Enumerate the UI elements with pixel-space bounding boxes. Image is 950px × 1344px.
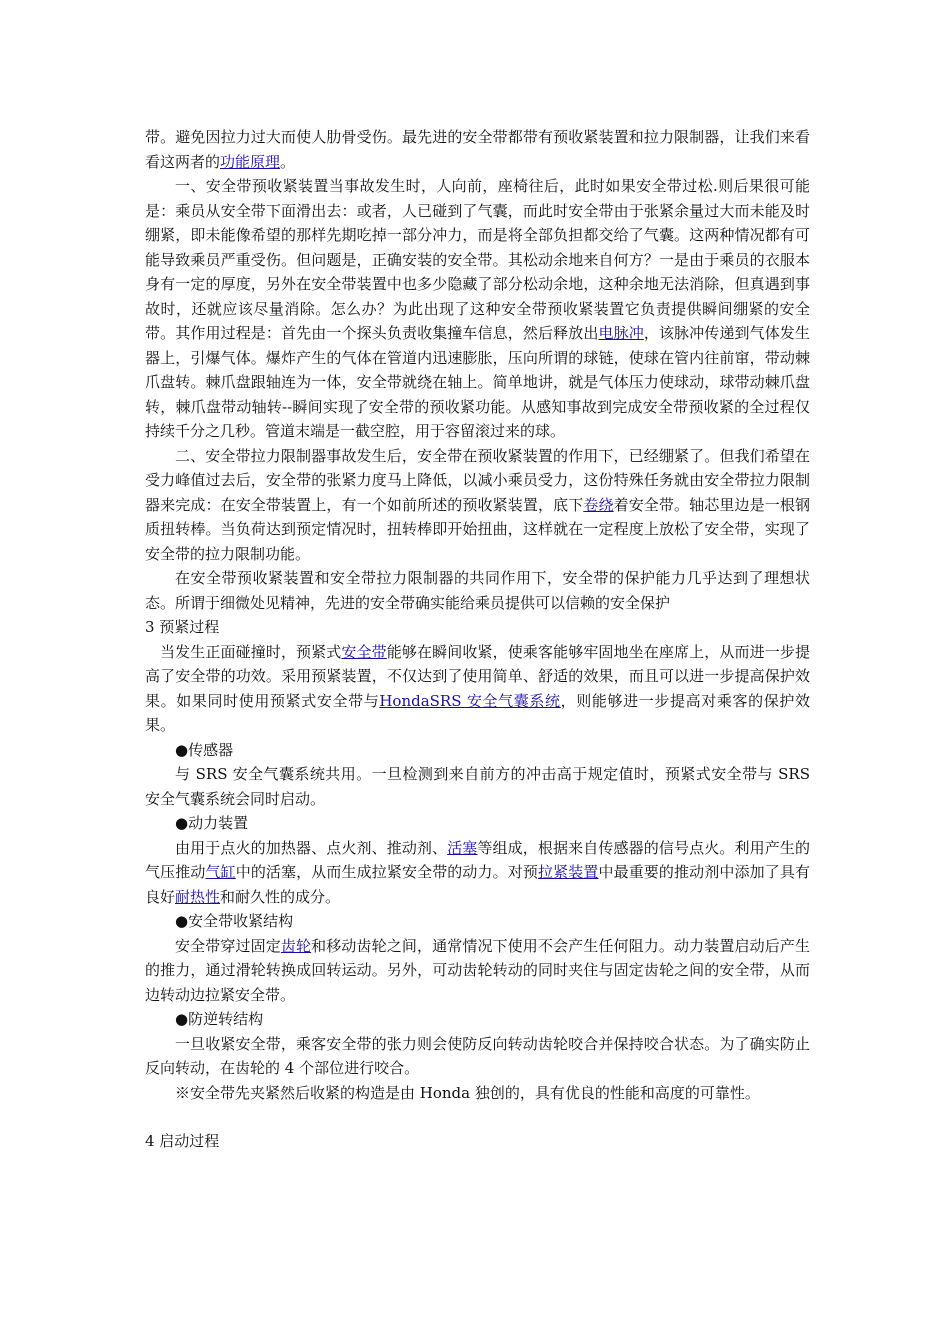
text-segment: 和耐久性的成分。: [220, 887, 341, 906]
paragraph-anti-reverse: [145, 1032, 810, 1081]
paragraph-power-unit: [145, 836, 810, 910]
bullet-tightening-structure: ●安全带收紧结构: [175, 912, 294, 930]
paragraph-summary: [145, 566, 810, 615]
text-segment: ，则能够进一步提高对乘客的保护效果。: [145, 691, 810, 734]
link-function-principle[interactable]: 功能原理: [220, 152, 281, 171]
paragraph-honda-note: [145, 1081, 810, 1106]
text-segment: ※安全带先夹紧然后收紧的构造是由 Honda 独创的，具有优良的性能和高度的可靠性。: [175, 1083, 760, 1102]
text-segment: 。: [280, 152, 296, 171]
text-segment: 由用于点火的加热器、点火剂、推动剂、: [175, 838, 448, 857]
section-heading-activation-process: 4 启动过程: [145, 1132, 220, 1150]
text-segment: 中最重要的推动剂中添加了具有良好: [145, 863, 810, 906]
document-body: [145, 125, 810, 1154]
link-tensioner[interactable]: 拉紧装置: [538, 863, 599, 881]
text-segment: ，该脉冲传递到气体发生器上，引爆气体。爆炸产生的气体在管道内迅速膨胀，压向所谓的球链，使球在管内往前窜，带动棘爪盘转。棘爪盘跟轴连为一体，安全带就绕在轴上。简单地讲，就是气体压力使球动，球带动棘爪盘转，棘爪盘带动轴转--瞬间实现了安全带的预收紧功能。从感知事故到完成安全带预收紧的全过程仅持续千分之几秒。管道末端是一截空腔，用于容留滚过来的球。: [145, 324, 810, 440]
link-cylinder[interactable]: 气缸: [205, 863, 236, 881]
bullet-anti-reverse: ●防逆转结构: [175, 1010, 264, 1028]
text-segment: 安全带穿过固定: [175, 936, 281, 955]
link-honda-srs[interactable]: HondaSRS 安全气囊系统: [379, 691, 561, 710]
text-segment: 带。避免因拉力过大而使人肋骨受伤。最先进的安全带都带有预收紧装置和拉力限制器，让我们来看看这两者的: [145, 128, 810, 171]
blank-line: [145, 1105, 810, 1129]
link-gear[interactable]: 齿轮: [280, 936, 312, 955]
text-segment: 能够在瞬间收紧，使乘客能够牢固地坐在座席上，从而进一步提高了安全带的功效。采用预紧装置，不仅达到了使用简单、舒适的效果，而且可以进一步提高保护效果。如果同时使用预紧式安全带与: [145, 642, 810, 710]
paragraph-pretensioner: [145, 174, 810, 444]
text-segment: 着安全带。轴芯里边是一根钢质扭转棒。当负荷达到预定情况时，扭转棒即开始扭曲，这样就在一定程度上放松了安全带，实现了安全带的拉力限制功能。: [145, 495, 810, 563]
link-winding[interactable]: 卷绕: [583, 495, 614, 514]
link-heat-resistance[interactable]: 耐热性: [175, 887, 221, 906]
section-heading-pretension-process: 3 预紧过程: [145, 618, 220, 636]
text-segment: 当发生正面碰撞时，预紧式: [160, 642, 342, 661]
text-segment: 在安全带预收紧装置和安全带拉力限制器的共同作用下，安全带的保护能力几乎达到了理想状态。所谓于细微处见精神，先进的安全带确实能给乘员提供可以信赖的安全保护: [145, 569, 810, 612]
paragraph-tightening-structure: [145, 934, 810, 1008]
text-segment: 一旦收紧安全带，乘客安全带的张力则会使防反向转动齿轮咬合并保持咬合状态。为了确实防止反向转动，在齿轮的 4 个部位进行咬合。: [145, 1034, 810, 1077]
text-segment: 和移动齿轮之间，通常情况下使用不会产生任何阻力。动力装置启动后产生的推力，通过滑轮转换成回转运动。另外，可动齿轮转动的同时夹住与固定齿轮之间的安全带，从而边转动边拉紧安全带。: [145, 936, 810, 1004]
link-seatbelt[interactable]: 安全带: [341, 642, 387, 661]
link-electric-pulse[interactable]: 电脉冲: [598, 324, 644, 342]
bullet-power-unit: ●动力装置: [175, 814, 249, 832]
text-segment: 等组成，根据来自传感器的信号点火。利用产生的气压推动: [145, 838, 810, 881]
text-segment: 二、安全带拉力限制器事故发生后，安全带在预收紧装置的作用下，已经绷紧了。但我们希望在受力峰值过去后，安全带的张紧力度马上降低，以减小乘员受力，这份特殊任务就由安全带拉力限制器来完成：在安全带装置上，有一个如前所述的预收紧装置，底下: [145, 446, 810, 514]
paragraph-frontal-collision: [145, 640, 810, 738]
paragraph-intro: [145, 125, 810, 174]
text-segment: 与 SRS 安全气囊系统共用。一旦检测到来自前方的冲击高于规定值时，预紧式安全带与 SRS 安全气囊系统会同时启动。: [145, 765, 810, 808]
link-piston[interactable]: 活塞: [447, 838, 478, 857]
bullet-sensor: ●传感器: [175, 740, 234, 759]
text-segment: 中的活塞，从而生成拉紧安全带的动力。对预: [235, 863, 538, 881]
paragraph-force-limiter: [145, 444, 810, 567]
paragraph-sensor: [145, 762, 810, 811]
text-segment: 一、安全带预收紧装置当事故发生时，人向前，座椅往后，此时如果安全带过松.则后果很可能是：乘员从安全带下面滑出去：或者，人已碰到了气囊，而此时安全带由于张紧余量过大而未能及时绷紧，即未能像希望的那样先期吃掉一部分冲力，而是将全部负担都交给了气囊。这两种情况都有可能导致乘员严重受伤。但问题是，正确安装的安全带。其松动余地来自何方？一是由于乘员的衣服本身有一定的厚度，另外在安全带装置中也多少隐藏了部分松动余地，这种余地无法消除，但真遇到事故时，还就应该尽量消除。怎么办？为此出现了这种安全带预收紧装置它负责提供瞬间绷紧的安全带。其作用过程是：首先由一个探头负责收集撞车信息，然后释放出: [145, 177, 810, 342]
